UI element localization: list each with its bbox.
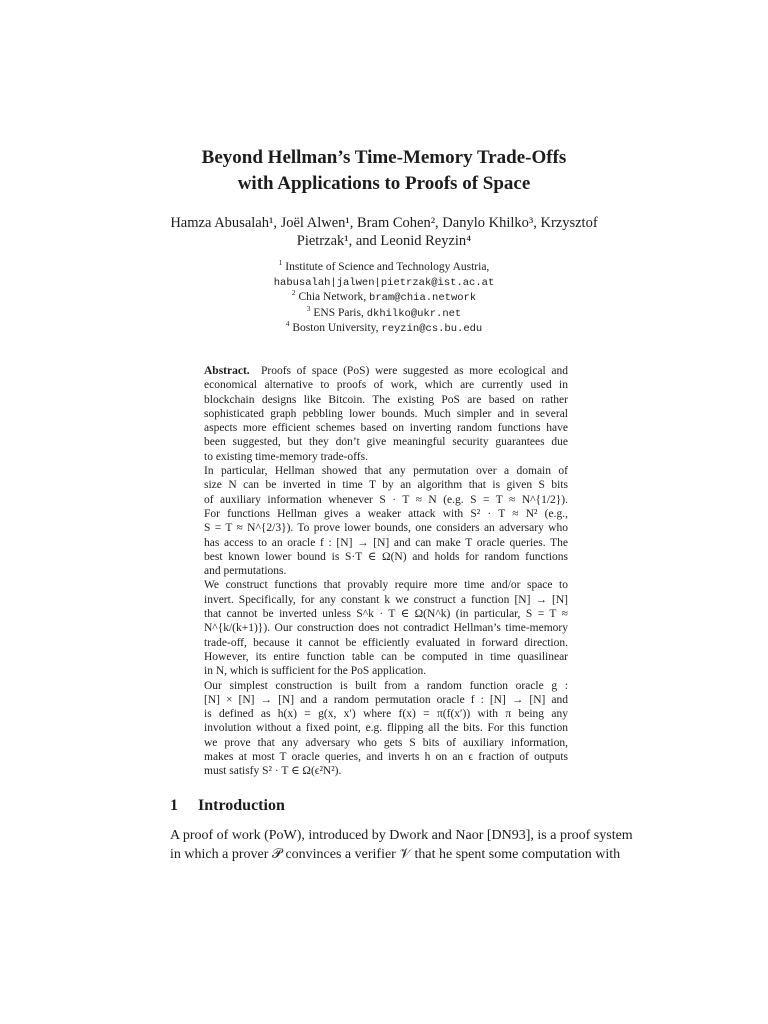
affiliation-text: Institute of Science and Technology Austria, <box>285 261 490 273</box>
affiliation-4 <box>0 321 768 337</box>
affiliation-mark: 2 <box>291 288 296 298</box>
abstract-line: However, its entire function table can be computed in time quasilinear <box>204 650 568 663</box>
affiliation-text: ENS Paris, <box>313 306 364 319</box>
section-number: 1 <box>170 797 178 814</box>
email-address: dkhilko@ukr.net <box>366 307 462 320</box>
author-list <box>0 214 768 250</box>
affiliation-text: Chia Network, <box>298 291 367 303</box>
abstract-line: of auxiliary information whenever S · T ≈ N (e.g. S = T ≈ N^{1/2}). <box>204 493 568 506</box>
body-line: in which a prover 𝒫 convinces a verifier 𝒱 that he spent some computation with <box>170 846 621 862</box>
affiliation-2 <box>0 290 768 306</box>
authors-line-2: Pietrzak¹, and Leonid Reyzin⁴ <box>296 233 472 249</box>
abstract-line: invert. Specifically, for any constant k we construct a function [N] → [N] <box>204 593 568 606</box>
body-line: A proof of work (PoW), introduced by Dwork and Naor [DN93], is a proof system <box>170 828 633 843</box>
authors-line-1: Hamza Abusalah¹, Joël Alwen¹, Bram Cohen², Danylo Khilko³, Krzysztof <box>170 215 598 231</box>
affiliation-1 <box>0 260 768 275</box>
affiliations <box>0 260 768 337</box>
abstract-line: trade-off, because it cannot be efficiently evaluated in forward direction. <box>204 636 568 649</box>
email-address: reyzin@cs.bu.edu <box>381 323 483 335</box>
abstract-line: Abstract. Proofs of space (PoS) were suggested as more ecological and <box>204 365 568 377</box>
email-address: habusalah|jalwen|pietrzak@ist.ac.at <box>273 276 495 289</box>
abstract-line: For functions Hellman gives a weaker attack with S² · T ≈ N² (e.g., <box>204 507 568 520</box>
title-line-1: Beyond Hellman’s Time-Memory Trade-Offs <box>201 147 567 168</box>
abstract-line: to existing time-memory trade-offs. <box>204 450 368 463</box>
abstract-line: been suggested, but they don’t give meaningful security guarantees due <box>204 436 568 449</box>
abstract-heading: Abstract. <box>204 365 250 377</box>
abstract-line: [N] × [N] → [N] and a random permutation oracle f : [N] → [N] and <box>204 693 568 706</box>
abstract-line: In particular, Hellman showed that any permutation over a domain of <box>204 465 568 478</box>
section-heading <box>170 797 610 815</box>
affiliation-mark: 1 <box>278 258 283 268</box>
abstract-line: Our simplest construction is built from a random function oracle g : <box>204 679 568 692</box>
abstract-line: S = T ≈ N^{2/3}). To prove lower bounds, one considers an adversary who <box>204 522 568 535</box>
affiliation-text: Boston University, <box>292 322 379 334</box>
abstract-line: blockchain designs like Bitcoin. The existing PoS are based on rather <box>204 393 568 406</box>
abstract-line: that cannot be inverted unless S^k · T ∈ Ω(N^k) (in particular, S = T ≈ <box>204 608 568 621</box>
affiliation-1-email-line <box>0 275 768 291</box>
abstract-line: We construct functions that provably require more time and/or space to <box>204 579 568 592</box>
abstract-line: makes at most T oracle queries, and inverts h on an ϵ fraction of outputs <box>204 751 568 764</box>
email-address: bram@chia.network <box>369 292 477 304</box>
abstract-line: and permutations. <box>204 565 287 578</box>
abstract-line: sophisticated graph pebbling lower bounds. Much simpler and in several <box>204 407 568 420</box>
abstract-line: must satisfy S² · T ∈ Ω(ϵ²N²). <box>204 765 342 778</box>
abstract-line: best known lower bound is S·T ∈ Ω(N) and holds for random functions <box>204 550 568 563</box>
abstract-line: in N, which is sufficient for the PoS application. <box>204 665 427 678</box>
abstract-line: is defined as h(x) = g(x, x′) where f(x) = π(f(x′)) with π being any <box>204 708 568 721</box>
body-text <box>170 827 633 864</box>
affiliation-mark: 4 <box>285 319 290 329</box>
title-line-2: with Applications to Proofs of Space <box>237 173 531 194</box>
abstract-line: aspects more efficient schemes based on inverting random functions have <box>204 422 568 435</box>
affiliation-mark: 3 <box>306 303 311 313</box>
abstract-line: involution without a fixed point, e.g. flipping all the bits. For this function <box>204 722 568 735</box>
abstract-line: N^{k/(k+1)}). Our construction does not contradict Hellman’s time-memory <box>204 622 568 635</box>
abstract-line: size N can be inverted in time T by an algorithm that is given S bits <box>204 479 568 492</box>
abstract-line: we prove that any adversary who gets S bits of auxiliary information, <box>204 736 568 749</box>
paper-title <box>0 145 768 197</box>
abstract-line: has access to an oracle f : [N] → [N] and can make T oracle queries. The <box>204 536 568 549</box>
abstract <box>204 364 568 779</box>
affiliation-3 <box>0 303 768 322</box>
section-title: Introduction <box>198 797 285 814</box>
abstract-line: economical alternative to proofs of work, which are currently used in <box>204 379 568 392</box>
